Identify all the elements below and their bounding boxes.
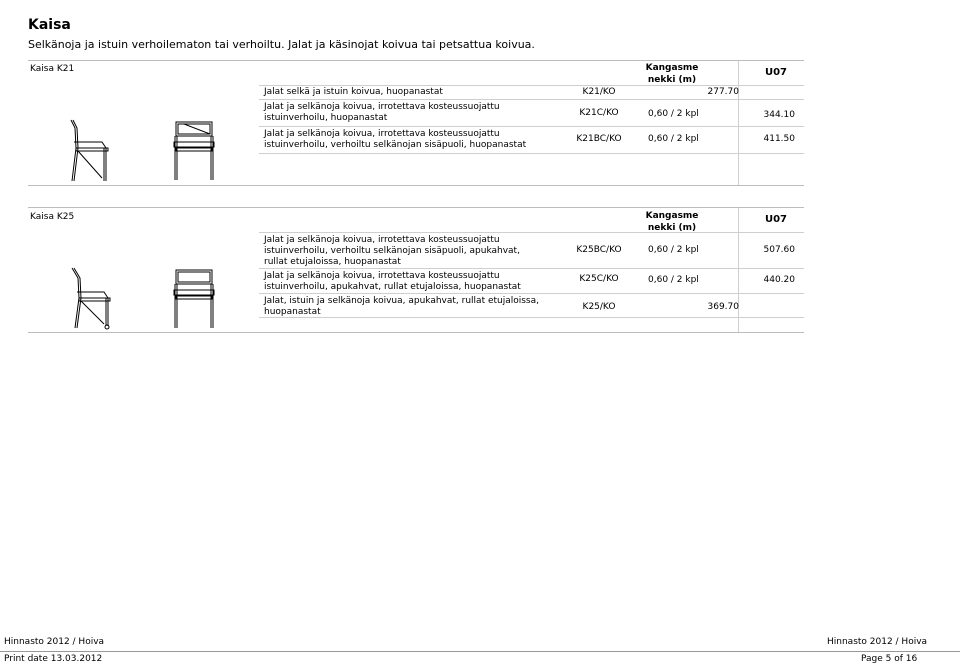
chair-front-view-image: [172, 268, 218, 330]
row-description: Jalat ja selkänoja koivua, irrotettava kosteussuojattu istuinverhoilu, verhoiltu selkänojan sisäpuoli, apukahvat, rullat etujaloissa, huopanastat: [264, 235, 520, 267]
row-code: K25BC/KO: [576, 245, 622, 255]
table-row: [259, 293, 804, 318]
table-row: [259, 126, 804, 154]
row-fabric-qty: 0,60 / 2 kpl: [648, 109, 699, 119]
row-price: 344.10: [763, 110, 795, 120]
footer-pricelist-right: Hinnasto 2012 / Hoiva: [827, 637, 928, 647]
section-kaisa-k21: [28, 60, 804, 186]
chair-side-view-image: [66, 118, 112, 182]
section-kaisa-k25: [28, 207, 804, 333]
footer-print-date: Print date 13.03.2012: [4, 654, 103, 664]
row-code: K25/KO: [582, 302, 616, 312]
page-subtitle: Selkänoja ja istuin verhoilematon tai verhoiltu. Jalat ja käsinojat koivua tai petsattua koivua.: [28, 38, 535, 51]
fabric-column-header: Kangasme nekki (m): [645, 63, 699, 85]
section-name: Kaisa K21: [30, 64, 75, 74]
fabric-column-header: Kangasme nekki (m): [645, 211, 699, 233]
table-row: [259, 99, 804, 127]
row-code: K25C/KO: [579, 274, 619, 284]
row-fabric-qty: 0,60 / 2 kpl: [648, 275, 699, 285]
price-code-header: U07: [764, 214, 788, 225]
row-fabric-qty: 0,60 / 2 kpl: [648, 134, 699, 144]
row-price: 507.60: [763, 245, 795, 255]
page-title: Kaisa: [28, 17, 71, 33]
row-code: K21C/KO: [579, 108, 619, 118]
table-row: [259, 268, 804, 294]
row-price: 277.70: [707, 87, 739, 97]
row-description: Jalat ja selkänoja koivua, irrotettava kosteussuojattu istuinverhoilu, verhoiltu selkänojan sisäpuoli, huopanastat: [264, 129, 527, 150]
row-description: Jalat, istuin ja selkänoja koivua, apukahvat, rullat etujaloissa, huopanastat: [264, 296, 540, 317]
row-code: K21/KO: [582, 87, 616, 97]
chair-front-view-image: [172, 120, 218, 182]
chair-side-view-image: [68, 266, 114, 330]
section-name: Kaisa K25: [30, 212, 75, 222]
table-row: [259, 232, 804, 269]
row-description: Jalat ja selkänoja koivua, irrotettava kosteussuojattu istuinverhoilu, apukahvat, rullat etujaloissa, huopanastat: [264, 271, 521, 292]
price-code-header: U07: [764, 67, 788, 78]
row-code: K21BC/KO: [576, 134, 622, 144]
row-price: 411.50: [763, 134, 795, 144]
row-description: Jalat ja selkänoja koivua, irrotettava kosteussuojattu istuinverhoilu, huopanastat: [264, 102, 500, 123]
footer-pricelist-left: Hinnasto 2012 / Hoiva: [4, 637, 105, 647]
row-price: 369.70: [707, 302, 739, 312]
footer-page-number: Page 5 of 16: [861, 654, 918, 664]
row-fabric-qty: 0,60 / 2 kpl: [648, 245, 699, 255]
table-row: [259, 85, 804, 100]
row-description: Jalat selkä ja istuin koivua, huopanastat: [264, 87, 443, 97]
row-price: 440.20: [763, 275, 795, 285]
